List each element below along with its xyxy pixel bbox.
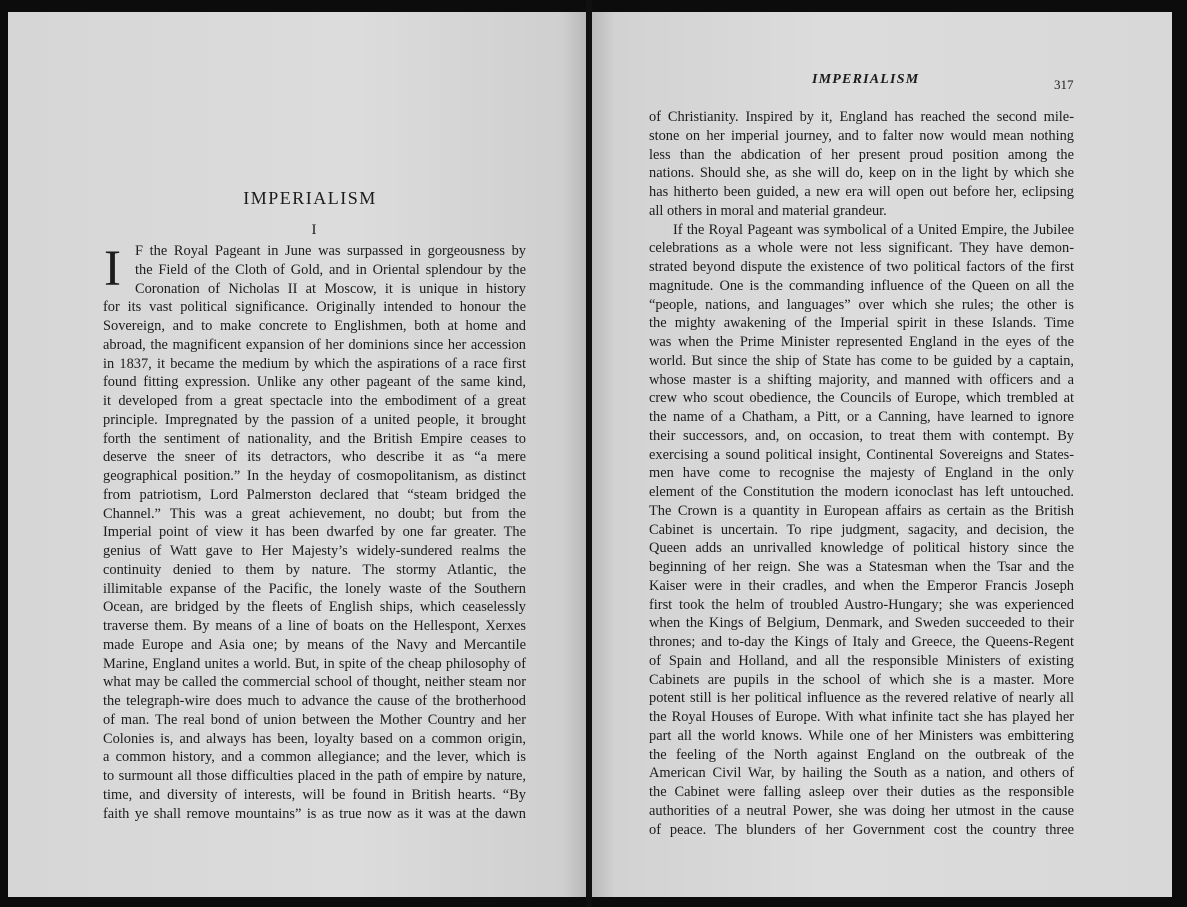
text-line: forth the sentiment of nationality, and the British Empire ceases to (103, 430, 526, 447)
text-line: continuity denied to them by nature. The stormy Atlantic, the (103, 561, 526, 578)
text-line: the feeling of the North against England on the outbreak of the (649, 746, 1074, 763)
text-line: from patriotism, Lord Palmerston declared that “steam bridged the (103, 486, 526, 503)
text-line: authorities of a neutral Power, she was doing her utmost in the cause (649, 802, 1074, 819)
text-line: was when the Prime Minister represented England in the eyes of the (649, 334, 1074, 350)
text-line: magnitude. One is the commanding influence of the Queen on all the (649, 277, 1074, 294)
text-line: whose master is a shifting majority, and manned with officers and a (649, 371, 1074, 388)
text-line: to surmount all those difficulties placed in the path of empire by nature, (103, 768, 526, 784)
text-line: less than the abdication of her present proud position among the (649, 146, 1074, 163)
text-line: men have come to recognise the majesty of England in the only (649, 465, 1074, 482)
text-line: beginning of her reign. She was a Statesman when the Tsar and the (649, 559, 1074, 575)
text-line: the Cabinet were falling asleep over their duties as the responsible (649, 784, 1074, 800)
text-line: Ocean, are bridged by the fleets of English ships, which ceaselessly (103, 599, 526, 616)
text-line: principle. Impregnated by the passion of a united people, it brought (103, 411, 526, 428)
text-line: Coronation of Nicholas II at Moscow, it is unique in history (135, 280, 526, 297)
text-line: deserve the sneer of its detractors, who describe it as “a mere (103, 449, 526, 466)
text-line: illimitable expanse of the Pacific, the lonely waste of the Southern (103, 580, 526, 597)
text-line: what may be called the commercial school of thought, neither steam nor (103, 674, 526, 691)
text-line: crew who scout obedience, the Councils of Europe, which trembled at (649, 390, 1074, 407)
text-line: Imperial point of view it has been dwarfed by one far greater. The (103, 524, 526, 541)
text-line: it developed from a great spectacle into the embodiment of a great (103, 393, 526, 409)
text-line: strated beyond dispute the existence of two political factors of the first (649, 259, 1074, 275)
text-line: a common history, and a common allegiance; and the lever, which is (103, 749, 526, 766)
running-head: IMPERIALISM (812, 72, 920, 87)
right-page-body (649, 108, 1074, 839)
text-line: Kaiser were in their cradles, and when the Emperor Francis Joseph (649, 577, 1074, 594)
text-line: first took the helm of troubled Austro-Hungary; she was experienced (649, 596, 1074, 613)
text-line: of Spain and Holland, and all the responsible Ministers of existing (649, 652, 1074, 669)
text-line: the mighty awakening of the Imperial spirit in these Islands. Time (649, 315, 1074, 332)
text-line: genius of Watt gave to Her Majesty’s widely-sundered realms the (103, 543, 526, 559)
text-line: made Europe and Asia one; by means of the Navy and Mercantile (103, 636, 526, 653)
text-line: when the Kings of Belgium, Denmark, and Sweden succeeded to their (649, 615, 1074, 632)
text-line: Cabinets are pupils in the school of which she is a master. More (649, 671, 1074, 688)
text-line: American Civil War, by hailing the South as a nation, and others of (649, 765, 1074, 782)
text-line: their successors, and, on occasion, to treat them with contempt. By (649, 427, 1074, 444)
section-numeral: I (311, 222, 317, 238)
text-line: all others in moral and material grandeur. (649, 202, 887, 219)
text-line: F the Royal Pageant in June was surpassed in gorgeousness by (135, 243, 526, 259)
text-line: geographical position.” In the heyday of cosmopolitanism, as distinct (103, 468, 526, 484)
left-page-body (103, 242, 526, 823)
text-line: of Christianity. Inspired by it, England has reached the second mile- (649, 109, 1074, 125)
text-line: Cabinet is uncertain. To ripe judgment, sagacity, and decision, the (649, 521, 1074, 538)
text-line: element of the Constitution the modern iconoclast has left untouched. (649, 484, 1074, 500)
text-line: exercising a sound political insight, Continental Sovereigns and States- (649, 446, 1074, 463)
text-line: Marine, England unites a world. But, in spite of the cheap philosophy of (103, 655, 526, 672)
text-line: the Royal Houses of Europe. With what infinite tact she has played her (649, 709, 1074, 725)
text-line: Queen adds an unrivalled knowledge of political history since the (649, 540, 1074, 557)
text-line: potent still is her political influence as the revered relative of nearly all (649, 690, 1074, 707)
text-line: nations. Should she, as she will do, keep on in the light by which she (649, 165, 1074, 182)
text-line: in 1837, it became the medium by which the aspirations of a race first (103, 355, 526, 372)
page-number: 317 (1054, 77, 1074, 92)
text-line: stone on her imperial journey, and to falter now would mean nothing (649, 127, 1074, 144)
text-line: of peace. The blunders of her Government cost the country three (649, 821, 1074, 838)
text-line: the telegraph-wire does much to advance the cause of the brotherhood (103, 693, 526, 709)
text-line: for its vast political significance. Originally intended to honour the (103, 299, 526, 316)
text-line: celebrations as a whole were not less significant. They have demon- (649, 240, 1074, 257)
text-line: has hitherto been guided, a new era will open out before her, eclipsing (649, 184, 1074, 200)
text-line: If the Royal Pageant was symbolical of a United Empire, the Jubilee (673, 221, 1074, 238)
text-line: Channel.” This was a great achievement, no doubt; but from the (103, 505, 526, 522)
text-line: The Crown is a quantity in European affairs as certain as the British (649, 502, 1074, 519)
text-line: part all the world knows. While one of her Ministers was embittering (649, 727, 1074, 744)
chapter-title: IMPERIALISM (243, 188, 377, 208)
text-line: Colonies is, and always has been, loyalty based on a common origin, (103, 730, 526, 747)
text-line: time, and diversity of interests, will be found in British hearts. “By (103, 786, 526, 803)
text-line: traverse them. By means of a line of boats on the Hellespont, Xerxes (103, 618, 526, 634)
text-line: world. But since the ship of State has come to be guided by a captain, (649, 352, 1074, 369)
text-line: found fitting expression. Unlike any other pageant of the same kind, (103, 374, 526, 391)
text-line: of man. The real bond of union between the Mother Country and her (103, 711, 526, 728)
text-line: the name of a Chatham, a Pitt, or a Canning, have learned to ignore (649, 409, 1074, 425)
text-line: abroad, the magnificent expansion of her dominions since her accession (103, 336, 526, 353)
text-line: faith ye shall remove mountains” is as true now as it was at the dawn (103, 805, 526, 822)
text-line: Sovereign, and to make concrete to Englishmen, both at home and (103, 318, 526, 334)
text-line: thrones; and to-day the Kings of Italy and Greece, the Queens-Regent (649, 634, 1074, 650)
drop-cap: I (104, 241, 121, 297)
text-line: the Field of the Cloth of Gold, and in Oriental splendour by the (135, 261, 526, 278)
text-line: “people, nations, and languages” over which she rules; the other is (649, 296, 1074, 313)
